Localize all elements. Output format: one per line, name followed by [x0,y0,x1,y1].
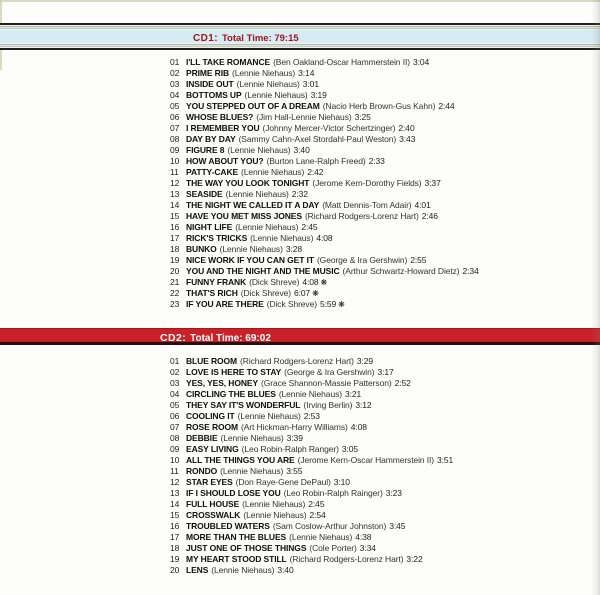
track-title: MORE THAN THE BLUES [186,532,287,542]
track-row [170,444,453,455]
track-row [170,266,479,277]
track-credits: (Lennie Niehaus) [227,145,291,155]
track-time: 3:22 [406,554,423,564]
track-time: 4:38 [355,532,372,542]
track-credits: (Lennie Niehaus) [250,233,314,243]
track-time: 3:05 [341,444,359,454]
track-time: 3:14 [298,68,315,78]
track-number: 12 [170,178,180,188]
track-credits: (Lennie Niehaus) [225,189,289,199]
track-title: FULL HOUSE [186,499,240,509]
track-title: STAR EYES [186,477,233,487]
track-row [170,565,453,576]
track-title: PATTY-CAKE [186,167,239,177]
track-time: 5:59 [319,299,337,309]
track-row [170,378,453,389]
track-credits: (Lennie Niehaus) [242,499,306,509]
cd1-header-band [0,23,600,50]
track-title: CIRCLING THE BLUES [186,389,276,399]
track-row [170,222,479,233]
track-number: 16 [170,521,180,531]
track-time: 3:10 [333,477,350,487]
track-credits: (Lennie Niehaus) [211,565,275,575]
track-time: 2:46 [421,211,438,221]
track-time: 4:08 [316,233,333,243]
track-number: 07 [170,422,180,432]
track-credits: (Lennie Niehaus) [232,68,296,78]
track-time: 3:45 [389,521,406,531]
cd2-label: CD2: [160,332,187,344]
track-credits: (Richard Rodgers-Lorenz Hart) [304,211,419,221]
track-time: 3:23 [385,488,402,498]
page-right-edge [591,0,600,595]
track-number: 11 [170,167,179,177]
track-number: 17 [170,532,180,542]
track-row [170,466,453,477]
cd2-header-band [0,328,600,345]
track-row [170,123,479,134]
track-title: FUNNY FRANK [186,277,247,287]
track-credits: (Lennie Niehaus) [289,532,353,542]
track-credits: (Arthur Schwartz-Howard Dietz) [342,266,460,276]
track-credits: (Richard Rodgers-Lorenz Hart) [289,554,404,564]
track-row [170,178,479,189]
track-number: 11 [170,466,179,476]
track-time: 2:32 [291,189,308,199]
track-row [170,422,453,433]
track-row [170,211,479,222]
track-time: 2:34 [462,266,479,276]
track-time: 2:54 [309,510,326,520]
track-title: BUNKO [186,244,217,254]
track-row [170,532,453,543]
cd1-header-title [0,30,600,43]
track-number: 07 [170,123,180,133]
track-title: RONDO [186,466,218,476]
track-row [170,68,479,79]
cd1-total-time: Total Time: 79:15 [221,33,299,44]
track-time: 3:40 [277,565,294,575]
track-title: NICE WORK IF YOU CAN GET IT [186,255,314,265]
track-title: YOU AND THE NIGHT AND THE MUSIC [186,266,340,276]
track-title: MY HEART STOOD STILL [186,554,287,564]
track-credits: (Burton Lane-Ralph Freed) [266,156,366,166]
footnote-asterisk-icon: ❋ [338,300,345,309]
track-title: IF YOU ARE THERE [186,299,264,309]
track-credits: (Johnny Mercer-Victor Schertzinger) [262,123,396,133]
track-number: 14 [170,200,180,210]
track-title: I REMEMBER YOU [186,123,260,133]
track-credits: (Lennie Niehaus) [220,433,284,443]
track-time: 3:12 [355,400,372,410]
track-title: EASY LIVING [186,444,239,454]
track-time: 4:01 [414,200,431,210]
track-title: BLUE ROOM [186,356,238,366]
track-row [170,367,453,378]
track-number: 22 [170,288,180,298]
track-time: 2:55 [410,255,427,265]
track-row [170,255,479,266]
track-number: 01 [170,356,180,366]
track-number: 19 [170,554,180,564]
track-row [170,233,479,244]
track-time: 2:40 [398,123,415,133]
track-number: 09 [170,145,180,155]
track-credits: (Dick Shreve) [240,288,291,298]
track-time: 2:42 [307,167,324,177]
track-row [170,455,453,466]
track-time: 3:51 [437,455,454,465]
track-title: LENS [186,565,209,575]
track-time: 3:37 [424,178,441,188]
track-credits: (Cole Porter) [309,543,357,553]
track-title: HAVE YOU MET MISS JONES [186,211,302,221]
track-row [170,299,479,310]
track-number: 20 [170,266,180,276]
track-credits: (Ben Oakland-Oscar Hammerstein II) [273,57,410,67]
track-row [170,101,479,112]
track-credits: (Nacio Herb Brown-Gus Kahn) [322,101,436,111]
track-time: 2:53 [303,411,320,421]
cd1-label: CD1: [193,33,218,44]
track-credits: (Jerome Kern-Dorothy Fields) [312,178,422,188]
track-credits: (Lennie Niehaus) [219,244,283,254]
track-credits: (Richard Rodgers-Lorenz Hart) [240,356,354,366]
track-number: 05 [170,101,180,111]
footnote-asterisk-icon: ❋ [320,278,328,287]
track-title: DAY BY DAY [186,134,236,144]
track-credits: (Leo Robin-Ralph Rainger) [283,488,383,498]
track-time: 3:39 [286,433,303,443]
track-title: THE NIGHT WE CALLED IT A DAY [186,200,320,210]
track-credits: (Lennie Niehaus) [241,167,305,177]
track-title: ALL THE THINGS YOU ARE [186,455,295,465]
track-number: 02 [170,68,180,78]
track-row [170,554,453,565]
track-row [170,244,479,255]
track-row [170,356,453,367]
track-credits: (Lennie Niehaus) [278,389,342,399]
footnote-asterisk-icon: ❋ [312,289,319,298]
track-time: 4:08 [302,277,319,287]
track-credits: (George & Ira Gershwin) [316,255,408,265]
track-time: 3:19 [310,90,327,100]
track-credits: (Irving Berlin) [303,400,353,410]
track-credits: (Lennie Niehaus) [220,466,284,476]
track-number: 12 [170,477,180,487]
track-number: 10 [170,156,180,166]
track-number: 04 [170,389,180,399]
track-row [170,288,479,299]
track-number: 21 [170,277,180,287]
track-row [170,167,479,178]
track-credits: (Lennie Niehaus) [244,90,308,100]
page-top-edge [0,0,600,2]
track-title: INSIDE OUT [186,79,234,89]
track-credits: (Don Raye-Gene DePaul) [235,477,331,487]
track-number: 18 [170,244,180,254]
track-title: CROSSWALK [186,510,241,520]
track-row [170,488,453,499]
track-row [170,79,479,90]
track-title: NIGHT LIFE [186,222,233,232]
track-row [170,389,453,400]
track-number: 13 [170,488,180,498]
track-number: 05 [170,400,180,410]
track-row [170,277,479,288]
track-number: 20 [170,565,180,575]
track-row [170,433,453,444]
track-time: 3:28 [285,244,302,254]
track-time: 4:08 [350,422,367,432]
track-time: 3:04 [412,57,430,67]
track-time: 6:07 [293,288,311,298]
cd1-header-stripe-bottom [0,43,600,48]
track-row [170,200,479,211]
track-time: 3:25 [354,112,371,122]
track-title: THEY SAY IT'S WONDERFUL [186,400,301,410]
track-credits: (Jim Hall-Lennie Niehaus) [256,112,352,122]
track-number: 13 [170,189,180,199]
track-number: 04 [170,90,180,100]
track-number: 19 [170,255,180,265]
track-number: 03 [170,378,180,388]
track-row [170,57,479,68]
track-credits: (Lennie Niehaus) [235,222,299,232]
track-number: 23 [170,299,180,309]
track-credits: (Jerome Kern-Oscar Hammerstein II) [297,455,435,465]
track-number: 10 [170,455,180,465]
track-number: 01 [170,57,180,67]
track-credits: (Lennie Niehaus) [243,510,307,520]
track-title: YES, YES, HONEY [186,378,259,388]
track-number: 08 [170,134,180,144]
track-title: TROUBLED WATERS [186,521,270,531]
track-time: 3:17 [377,367,394,377]
track-time: 2:45 [301,222,318,232]
track-title: THAT'S RICH [186,288,238,298]
track-title: I'LL TAKE ROMANCE [186,57,271,67]
track-credits: (Lennie Niehaus) [237,411,301,421]
track-time: 3:40 [293,145,310,155]
track-time: 2:45 [308,499,325,509]
track-number: 16 [170,222,180,232]
track-row [170,499,453,510]
track-number: 18 [170,543,180,553]
track-time: 3:21 [344,389,362,399]
track-title: SEASIDE [186,189,223,199]
track-title: WHOSE BLUES? [186,112,254,122]
track-credits: (Dick Shreve) [266,299,317,309]
track-row [170,189,479,200]
track-credits: (Grace Shannon-Massie Patterson) [261,378,392,388]
track-credits: (Sam Coslow-Arthur Johnston) [272,521,387,531]
track-row [170,543,453,554]
track-title: PRIME RIB [186,68,230,78]
track-number: 08 [170,433,180,443]
cd2-total-time: Total Time: 69:02 [190,333,271,344]
track-row [170,521,453,532]
track-credits: (Art Hickman-Harry Williams) [241,422,348,432]
track-time: 2:33 [368,156,385,166]
track-number: 03 [170,79,180,89]
track-number: 06 [170,112,180,122]
track-title: ROSE ROOM [186,422,238,432]
cd1-track-list [170,57,479,310]
track-number: 17 [170,233,180,243]
track-row [170,156,479,167]
track-row [170,411,453,422]
track-title: IF I SHOULD LOSE YOU [186,488,281,498]
track-title: COOLING IT [186,411,235,421]
track-time: 3:29 [356,356,373,366]
track-title: YOU STEPPED OUT OF A DREAM [186,101,320,111]
track-row [170,90,479,101]
track-title: JUST ONE OF THOSE THINGS [186,543,307,553]
track-credits: (George & Ira Gershwin) [284,367,375,377]
track-title: LOVE IS HERE TO STAY [186,367,282,377]
track-row [170,134,479,145]
track-number: 15 [170,510,180,520]
track-time: 2:52 [394,378,411,388]
track-row [170,477,453,488]
track-number: 09 [170,444,180,454]
track-title: RICK'S TRICKS [186,233,248,243]
track-row [170,510,453,521]
track-credits: (Matt Dennis-Tom Adair) [322,200,412,210]
cd2-track-list [170,356,453,576]
track-number: 14 [170,499,180,509]
track-number: 02 [170,367,180,377]
track-credits: (Leo Robin-Ralph Ranger) [241,444,339,454]
track-credits: (Sammy Cahn-Axel Stordahl-Paul Weston) [238,134,397,144]
track-row [170,112,479,123]
track-title: HOW ABOUT YOU? [186,156,264,166]
track-time: 3:55 [286,466,303,476]
track-time: 2:44 [438,101,455,111]
track-number: 06 [170,411,180,421]
track-time: 3:43 [399,134,416,144]
track-title: THE WAY YOU LOOK TONIGHT [186,178,310,188]
track-time: 3:01 [302,79,319,89]
track-number: 15 [170,211,180,221]
track-time: 3:34 [359,543,376,553]
track-title: BOTTOMS UP [186,90,242,100]
track-credits: (Lennie Niehaus) [236,79,300,89]
track-credits: (Dick Shreve) [249,277,300,287]
track-row [170,145,479,156]
track-row [170,400,453,411]
track-title: DEBBIE [186,433,218,443]
track-title: FIGURE 8 [186,145,225,155]
